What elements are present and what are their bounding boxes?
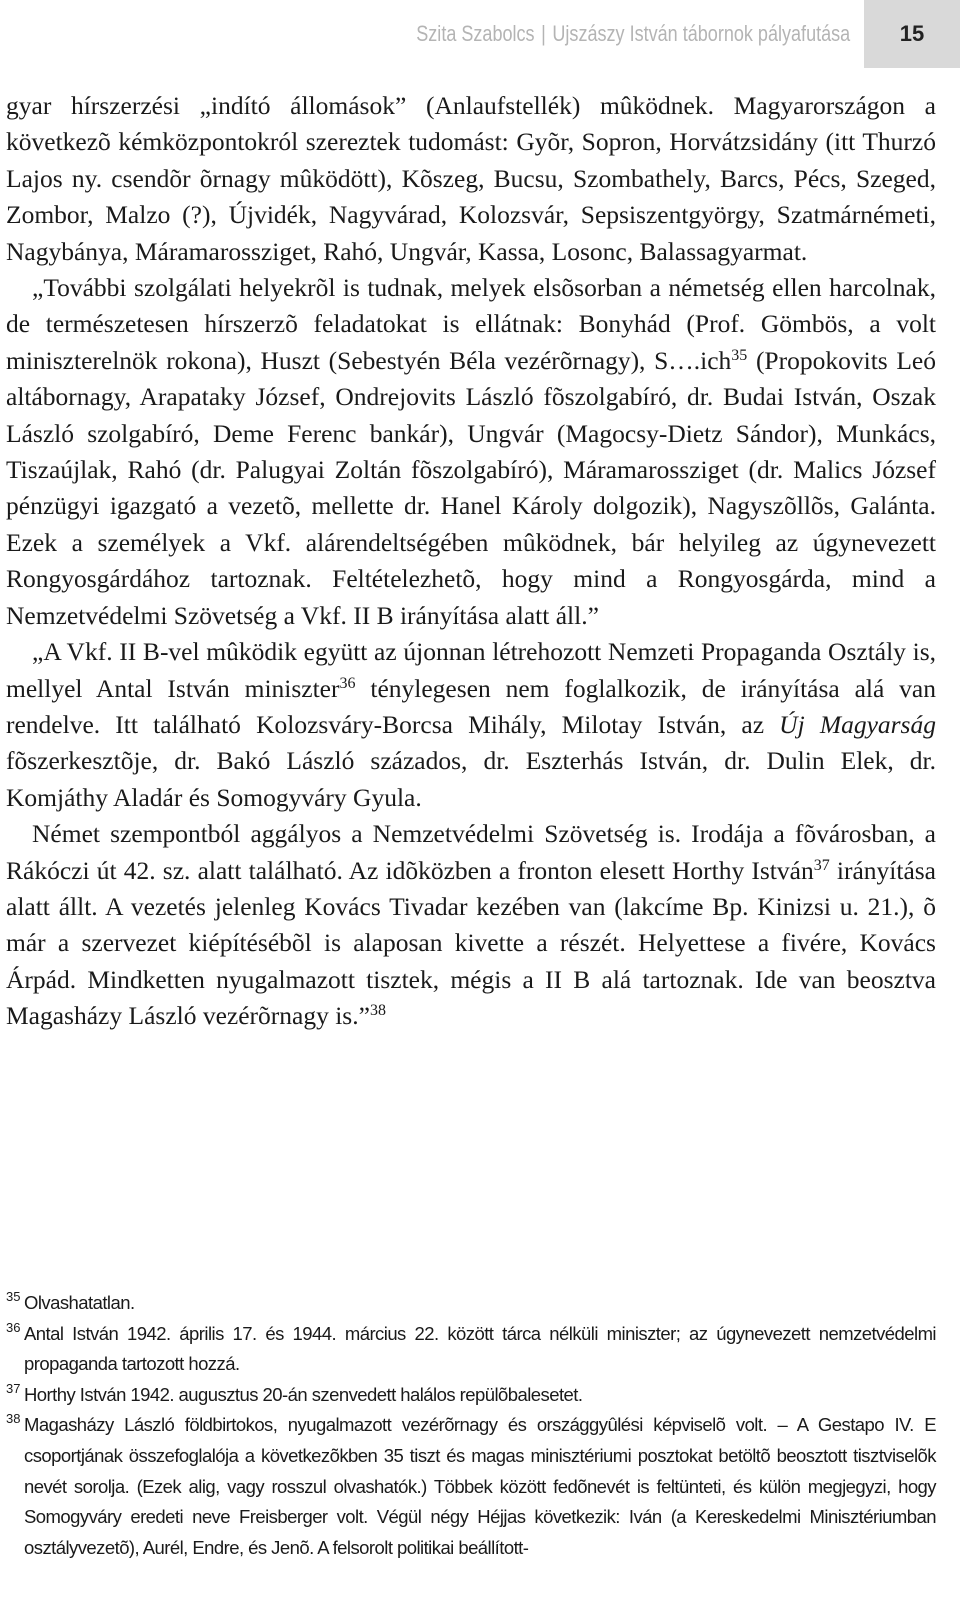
paragraph-3-text-a: „A Vkf. II B-vel mûködik együtt az újonnan létrehozott Nemzeti Propaganda Osztály is, mellyel Antal István miniszter — [6, 637, 936, 703]
body-text — [6, 88, 936, 1035]
paragraph-4 — [6, 816, 936, 1034]
paragraph-3-text-c: fõszerkesztõje, dr. Bakó László százados, dr. Eszterhás István, dr. Dulin Elek, dr. Komjáthy Aladár és Somogyváry Gyula. — [6, 746, 936, 812]
footnote-text: Magasházy László földbirtokos, nyugalmazott vezérõrnagy és országgyûlési képviselõ volt. – A Gestapo IV. E csoportjának összefoglalója a következõkben 35 tiszt és magas minisztériumi posztokat betöltõ beosztott tisztviselõk nevét sorolja. (Ezek alig, vagy rosszul olvashatók.) Többek között fedõnevét is feltünteti, és külön megjegyzi, hogy Somogyváry eredeti neve Freisberger volt. Végül négy Héjjas következik: Iván (a Kereskedelmi Minisztériumban osztályvezetõ), Aurél, Endre, és Jenõ. A felsorolt politikai beállított- — [24, 1414, 936, 1558]
footnote-ref-35[interactable]: 35 — [731, 346, 748, 364]
footnote-37 — [6, 1380, 936, 1411]
footnote-ref-37[interactable]: 37 — [813, 856, 830, 874]
footnote-35 — [6, 1288, 936, 1319]
paragraph-2-text-a: „További szolgálati helyekrõl is tudnak, melyek elsõsorban a németség ellen harcolnak, de természetesen hírszerzõ feladatokat is ellátnak: Bonyhád (Prof. Gömbös, a volt miniszterelnök rokona), Huszt (Sebestyén Béla vezérõrnagy), S….ich — [6, 273, 936, 375]
footnote-38 — [6, 1410, 936, 1563]
paragraph-4-text-b: irányítása alatt állt. A vezetés jelenleg Kovács Tivadar kezében van (lakcíme Bp. Kinizsi u. 21.), õ már a szervezet kiépítésébõl is alaposan kivette a részét. Helyettese a fivére, Kovács Árpád. Mindketten nyugalmazott tisztek, mégis a II B alá tartoznak. Ide van beosztva Magasházy László vezérõrnagy is.” — [6, 855, 937, 1031]
header-separator: | — [540, 21, 546, 46]
paragraph-2-text-b: (Propokovits Leó altábornagy, Arapataky József, Ondrejovits László fõszolgabíró, dr. Budai István, Oszak László szolgabíró, Deme Ferenc bankár), Ungvár (Magocsy-Dietz Sándor), Munkács, Tiszaújlak, Rahó (dr. Palugyai Zoltán fõszolgabíró), Máramarossziget (dr. Malics József pénzügyi igazgató a vezetõ, mellette dr. Hanel Károly dolgozik), Nagyszõllõs, Galánta. Ezek a személyek a Vkf. alárendeltségében mûködnek, bár helyileg az úgynevezett Rongyosgárdához tartoznak. Feltételezhetõ, hogy mind a Rongyosgárda, mind a Nemzetvédelmi Szövetség a Vkf. II B irányítása alatt áll.” — [6, 345, 936, 630]
footnote-ref-36[interactable]: 36 — [339, 674, 356, 692]
page-number-box — [864, 0, 960, 68]
paragraph-1 — [6, 88, 936, 270]
paragraph-2 — [6, 270, 936, 634]
paragraph-1-text: gyar hírszerzési „indító állomások” (Anlaufstellék) mûködnek. Magyarországon a következõ kémközpontokról szereztek tudomást: Gyõr, Sopron, Horvátzsidány (itt Thurzó Lajos ny. csendõr õrnagy mûködött), Kõszeg, Bucsu, Szombathely, Barcs, Pécs, Szeged, Zombor, Malzo (?), Újvidék, Nagyvárad, Kolozsvár, Sepsiszentgyörgy, Szatmárnémeti, Nagybánya, Máramarossziget, Rahó, Ungvár, Kassa, Losonc, Balassagyarmat. — [6, 91, 936, 266]
paragraph-3-text-b: ténylegesen nem foglalkozik, de irányítása alá van rendelve. Itt található Kolozsváry-Borcsa Mihály, Milotay István, az — [6, 673, 936, 739]
footnote-text: Olvashatatlan. — [24, 1292, 135, 1313]
newspaper-title: Új Magyarság — [779, 709, 936, 739]
footnote-text: Horthy István 1942. augusztus 20-án szenvedett halálos repülõbalesetet. — [24, 1383, 583, 1405]
footnote-number: 35 — [6, 1289, 21, 1304]
running-header — [416, 8, 850, 60]
footnote-number: 38 — [6, 1411, 21, 1427]
footnote-text: Antal István 1942. április 17. és 1944. március 22. között tárca nélküli miniszter; az úgynevezett nemzetvédelmi propaganda tartozott hozzá. — [24, 1322, 936, 1375]
header-article-title: Ujszászy István tábornok pályafutása — [552, 21, 850, 46]
footnote-number: 36 — [6, 1319, 21, 1335]
header-author: Szita Szabolcs — [416, 21, 535, 46]
footnote-ref-38[interactable]: 38 — [369, 1002, 386, 1020]
paragraph-4-text-a: Német szempontból aggályos a Nemzetvédelmi Szövetség is. Irodája a fõvárosban, a Rákóczi út 42. sz. alatt található. Az idõközben a fronton elesett Horthy István — [6, 819, 936, 885]
page-number: 15 — [899, 21, 925, 46]
footnotes — [6, 1288, 936, 1563]
paragraph-3 — [6, 634, 936, 816]
footnote-number: 37 — [6, 1380, 21, 1396]
footnote-36 — [6, 1319, 936, 1380]
